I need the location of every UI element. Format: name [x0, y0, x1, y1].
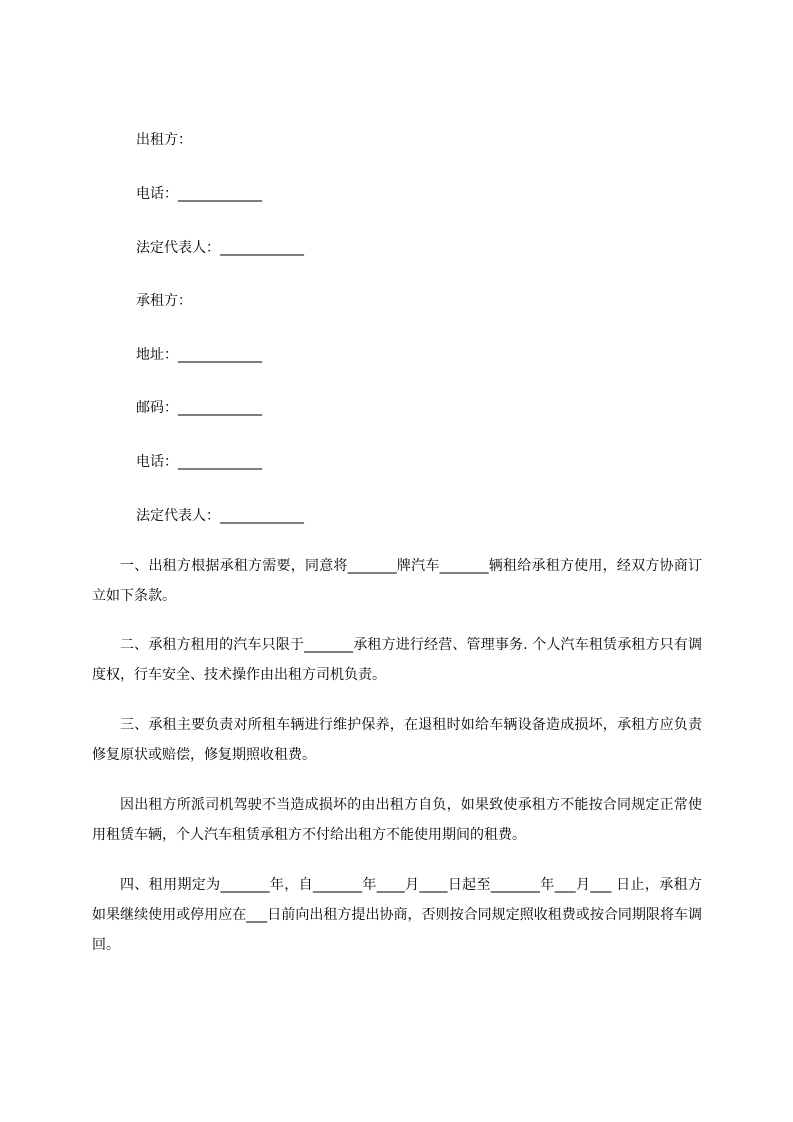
lessee-address-field: 地址：____________	[136, 347, 262, 363]
lessee-postcode-field: 邮码：____________	[136, 400, 262, 416]
lessor-phone-field: 电话：____________	[136, 186, 262, 202]
lessor-legal-rep-field: 法定代表人：____________	[136, 240, 304, 256]
clause-1: 一、出租方根据承租方需要，同意将_______牌汽车_______辆租给承租方使用，经双方协商订立如下条款。	[92, 558, 702, 604]
clause-3: 三、承租主要负责对所租车辆进行维护保养，在退租时如给车辆设备造成损坏，承租方应负责修复原状或赔偿，修复期照收租费。	[92, 717, 702, 763]
clause-4: 四、租用期定为_______年，自_______年____月____日起至_______年___月___ 日止，承租方如果继续使用或停用应在___日前向出租方提出协商，否则按合同规定照收租费或按合同期限将车调回。	[92, 877, 702, 953]
lessee-phone-field: 电话：____________	[136, 454, 262, 470]
lessor-heading: 出租方：	[136, 132, 192, 148]
lessee-heading: 承租方：	[136, 293, 192, 309]
clause-2: 二、承租方租用的汽车只限于_______承租方进行经营、管理事务. 个人汽车租赁承租方只有调度权，行车安全、技术操作由出租方司机负责。	[92, 637, 702, 683]
lessee-legal-rep-field: 法定代表人：____________	[136, 508, 304, 524]
clause-3-supplement: 因出租方所派司机驾驶不当造成损坏的由出租方自负，如果致使承租方不能按合同规定正常使用租赁车辆，个人汽车租赁承租方不付给出租方不能使用期间的租费。	[92, 797, 702, 843]
